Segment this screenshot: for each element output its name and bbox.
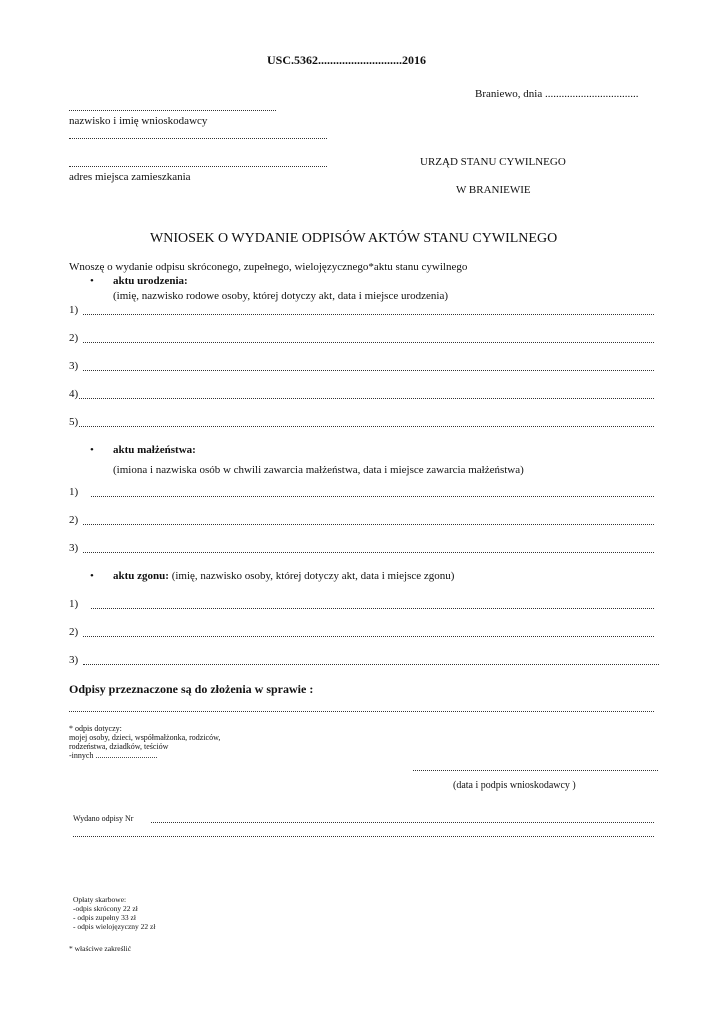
row-number: 3) xyxy=(69,360,79,372)
death-heading: aktu zgonu: xyxy=(113,570,169,582)
death-row-1[interactable] xyxy=(69,598,78,610)
row-number: 2) xyxy=(69,332,79,344)
row-number: 2) xyxy=(69,514,79,526)
fees-title: Opłaty skarbowe: xyxy=(73,895,127,904)
place-date: Braniewo, dnia .................................. xyxy=(475,88,639,100)
marriage-heading: aktu małżeństwa: xyxy=(113,444,196,456)
fee-full: - odpis zupełny 33 zł xyxy=(73,913,136,922)
row-number: 3) xyxy=(69,654,79,666)
row-number: 1) xyxy=(69,486,79,498)
case-number: USC.5362............................2016 xyxy=(267,53,427,67)
address-label: adres miejsca zamieszkania xyxy=(69,171,191,183)
row-number: 1) xyxy=(69,304,79,316)
office-name: URZĄD STANU CYWILNEGO xyxy=(420,156,566,168)
birth-heading: aktu urodzenia: xyxy=(113,275,188,287)
form-title: WNIOSEK O WYDANIE ODPISÓW AKTÓW STANU CYWILNEGO xyxy=(150,231,558,246)
purpose-label: Odpisy przeznaczone są do złożenia w sprawie : xyxy=(69,682,314,696)
strike-note: * właściwe zakreślić xyxy=(69,944,132,953)
footnote-line-3: rodzeństwa, dziadków, teściów xyxy=(69,742,169,751)
fee-short: -odpis skrócony 22 zł xyxy=(73,904,138,913)
death-hint: (imię, nazwisko osoby, której dotyczy akt, data i miejsce zgonu) xyxy=(171,570,455,582)
birth-row-4[interactable] xyxy=(69,388,78,400)
marriage-bullet: • xyxy=(90,444,94,456)
fill-line[interactable] xyxy=(83,664,659,665)
purpose-field[interactable] xyxy=(69,711,654,712)
birth-hint: (imię, nazwisko rodowe osoby, której dotyczy akt, data i miejsce urodzenia) xyxy=(113,290,448,302)
fill-line[interactable] xyxy=(83,370,654,371)
footnote-line-4: -innych ............................... xyxy=(69,751,158,760)
applicant-name-field-2[interactable] xyxy=(69,138,327,139)
fill-line[interactable] xyxy=(91,608,654,609)
death-heading-line xyxy=(113,570,454,582)
fill-line[interactable] xyxy=(79,398,654,399)
footnote-line-2: mojej osoby, dzieci, współmałżonka, rodziców, xyxy=(69,733,221,742)
fill-line[interactable] xyxy=(83,552,654,553)
footnote-line-1: * odpis dotyczy: xyxy=(69,724,122,733)
marriage-hint: (imiona i nazwiska osób w chwili zawarcia małżeństwa, data i miejsce zawarcia małżeństwa) xyxy=(113,464,524,476)
death-row-3[interactable] xyxy=(69,654,78,666)
row-number: 2) xyxy=(69,626,79,638)
signature-label: (data i podpis wnioskodawcy ) xyxy=(453,780,576,791)
marriage-row-3[interactable] xyxy=(69,542,78,554)
row-number: 1) xyxy=(69,598,79,610)
signature-field[interactable] xyxy=(413,770,658,771)
birth-row-3[interactable] xyxy=(69,360,78,372)
death-row-2[interactable] xyxy=(69,626,78,638)
fill-line[interactable] xyxy=(79,426,654,427)
birth-row-2[interactable] xyxy=(69,332,78,344)
fee-multi: - odpis wielojęzyczny 22 zł xyxy=(73,922,156,931)
marriage-row-2[interactable] xyxy=(69,514,78,526)
birth-row-1[interactable] xyxy=(69,304,78,316)
issued-field[interactable] xyxy=(151,822,654,823)
issued-field-2[interactable] xyxy=(73,836,654,837)
address-field[interactable] xyxy=(69,166,327,167)
death-bullet: • xyxy=(90,570,94,582)
birth-row-5[interactable] xyxy=(69,416,78,428)
fill-line[interactable] xyxy=(91,496,654,497)
birth-bullet: • xyxy=(90,275,94,287)
fill-line[interactable] xyxy=(83,342,654,343)
fill-line[interactable] xyxy=(83,524,654,525)
row-number: 3) xyxy=(69,542,79,554)
applicant-name-field[interactable] xyxy=(69,110,276,111)
row-number: 5) xyxy=(69,416,79,428)
fill-line[interactable] xyxy=(83,636,654,637)
issued-label: Wydano odpisy Nr xyxy=(73,814,134,823)
intro-text: Wnoszę o wydanie odpisu skróconego, zupełnego, wielojęzycznego*aktu stanu cywilnego xyxy=(69,261,468,273)
marriage-row-1[interactable] xyxy=(69,486,78,498)
office-city: W BRANIEWIE xyxy=(456,184,531,196)
row-number: 4) xyxy=(69,388,79,400)
fill-line[interactable] xyxy=(83,314,654,315)
applicant-name-label: nazwisko i imię wnioskodawcy xyxy=(69,115,208,127)
